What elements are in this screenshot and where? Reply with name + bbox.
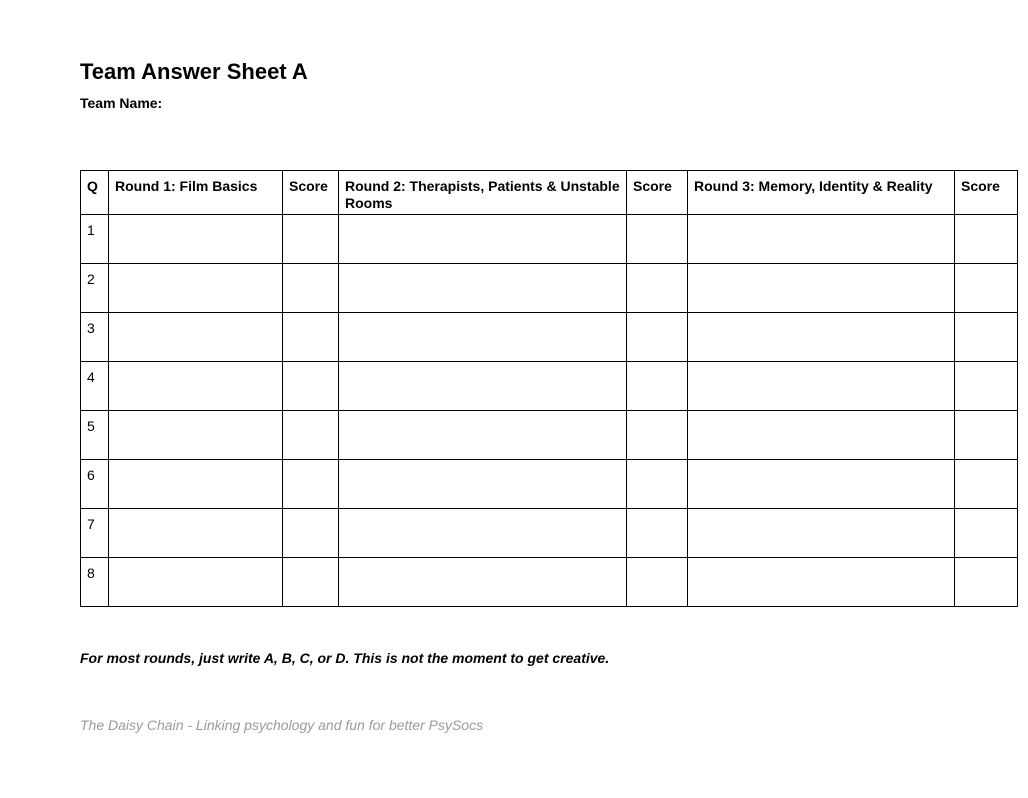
score-round-2-cell[interactable] <box>627 215 688 264</box>
score-round-2-cell[interactable] <box>627 362 688 411</box>
answer-round-2-cell[interactable] <box>339 509 627 558</box>
answer-round-1-cell[interactable] <box>109 264 283 313</box>
score-round-3-cell[interactable] <box>955 215 1018 264</box>
answer-table <box>80 170 1018 607</box>
score-round-2-cell[interactable] <box>627 558 688 607</box>
answer-round-1-cell[interactable] <box>109 313 283 362</box>
answer-round-3-cell[interactable] <box>688 362 955 411</box>
footer-text: The Daisy Chain - Linking psychology and fun for better PsySocs <box>80 717 484 733</box>
answer-round-1-cell[interactable] <box>109 215 283 264</box>
header-score-1: Score <box>283 171 339 215</box>
answer-round-2-cell[interactable] <box>339 411 627 460</box>
score-round-1-cell[interactable] <box>283 362 339 411</box>
answer-round-3-cell[interactable] <box>688 460 955 509</box>
answer-round-3-cell[interactable] <box>688 509 955 558</box>
question-number: 2 <box>81 264 109 313</box>
answer-round-1-cell[interactable] <box>109 460 283 509</box>
answer-round-2-cell[interactable] <box>339 362 627 411</box>
header-score-2: Score <box>627 171 688 215</box>
score-round-3-cell[interactable] <box>955 313 1018 362</box>
table-row <box>81 215 1018 264</box>
answer-round-3-cell[interactable] <box>688 411 955 460</box>
score-round-3-cell[interactable] <box>955 460 1018 509</box>
answer-round-3-cell[interactable] <box>688 215 955 264</box>
table-header-row <box>81 171 1018 215</box>
header-round-2: Round 2: Therapists, Patients & Unstable Rooms <box>339 171 627 215</box>
score-round-2-cell[interactable] <box>627 460 688 509</box>
score-round-1-cell[interactable] <box>283 313 339 362</box>
header-round-1: Round 1: Film Basics <box>109 171 283 215</box>
answer-round-2-cell[interactable] <box>339 460 627 509</box>
table-row <box>81 411 1018 460</box>
question-number: 8 <box>81 558 109 607</box>
table-body <box>81 215 1018 607</box>
question-number: 3 <box>81 313 109 362</box>
score-round-3-cell[interactable] <box>955 558 1018 607</box>
answer-round-1-cell[interactable] <box>109 362 283 411</box>
answer-round-1-cell[interactable] <box>109 558 283 607</box>
table-row <box>81 558 1018 607</box>
score-round-2-cell[interactable] <box>627 509 688 558</box>
question-number: 7 <box>81 509 109 558</box>
score-round-1-cell[interactable] <box>283 509 339 558</box>
answer-round-2-cell[interactable] <box>339 264 627 313</box>
answer-round-2-cell[interactable] <box>339 313 627 362</box>
page-title: Team Answer Sheet A <box>80 59 308 84</box>
score-round-2-cell[interactable] <box>627 313 688 362</box>
answer-round-3-cell[interactable] <box>688 264 955 313</box>
header-score-3: Score <box>955 171 1018 215</box>
answer-round-3-cell[interactable] <box>688 558 955 607</box>
score-round-1-cell[interactable] <box>283 264 339 313</box>
score-round-3-cell[interactable] <box>955 509 1018 558</box>
table-row <box>81 313 1018 362</box>
table-row <box>81 264 1018 313</box>
answer-round-1-cell[interactable] <box>109 411 283 460</box>
answer-round-2-cell[interactable] <box>339 558 627 607</box>
header-q: Q <box>81 171 109 215</box>
answer-round-3-cell[interactable] <box>688 313 955 362</box>
question-number: 5 <box>81 411 109 460</box>
score-round-3-cell[interactable] <box>955 411 1018 460</box>
instruction-note: For most rounds, just write A, B, C, or D. This is not the moment to get creative. <box>80 650 610 666</box>
score-round-2-cell[interactable] <box>627 411 688 460</box>
header-round-3: Round 3: Memory, Identity & Reality <box>688 171 955 215</box>
score-round-1-cell[interactable] <box>283 558 339 607</box>
score-round-3-cell[interactable] <box>955 362 1018 411</box>
team-name-label: Team Name: <box>80 95 163 111</box>
score-round-3-cell[interactable] <box>955 264 1018 313</box>
score-round-1-cell[interactable] <box>283 460 339 509</box>
table-row <box>81 460 1018 509</box>
answer-round-2-cell[interactable] <box>339 215 627 264</box>
question-number: 4 <box>81 362 109 411</box>
table-row <box>81 509 1018 558</box>
table-row <box>81 362 1018 411</box>
question-number: 6 <box>81 460 109 509</box>
score-round-2-cell[interactable] <box>627 264 688 313</box>
question-number: 1 <box>81 215 109 264</box>
score-round-1-cell[interactable] <box>283 411 339 460</box>
score-round-1-cell[interactable] <box>283 215 339 264</box>
answer-round-1-cell[interactable] <box>109 509 283 558</box>
